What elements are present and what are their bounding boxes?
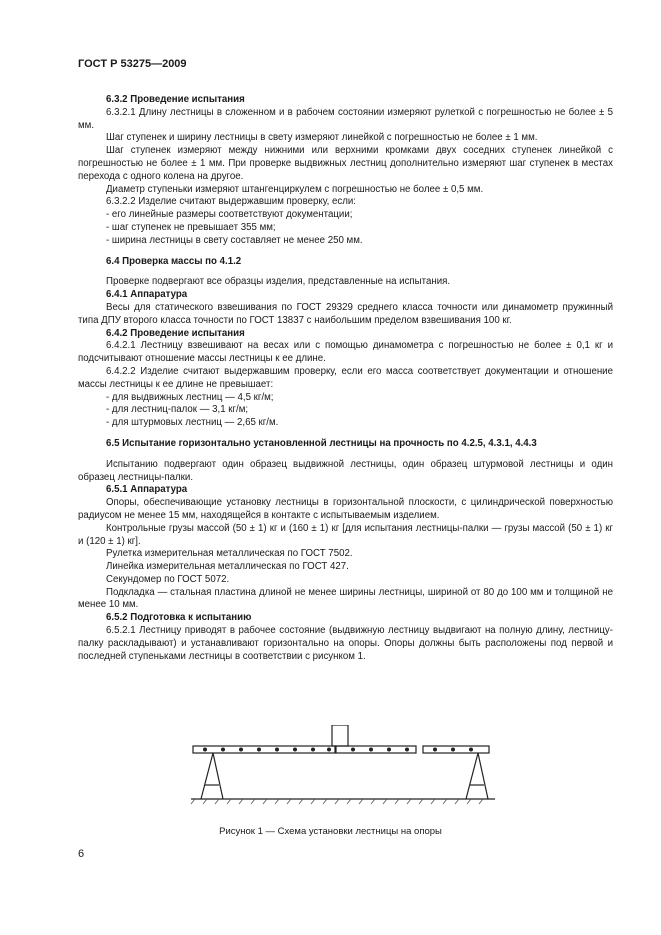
paragraph: Опоры, обеспечивающие установку лестницы в горизонтальной плоскости, с цилиндрической поверхностью радиусом не менее 15 мм, находящейся в контакте с испытываемым изделием. <box>78 497 613 521</box>
test-weight <box>332 725 348 746</box>
paragraph: Подкладка — стальная пластина длиной не менее ширины лестницы, шириной от 80 до 100 мм и толщиной не менее 10 мм. <box>78 586 613 611</box>
paragraph: Шаг ступенек измеряют между нижними или верхними кромками двух соседних ступенек линейкой с погрешностью не более ± 1 мм. При проверке выдвижных лестниц дополнительно измеряют шаг ступенек в местах перехода с одного колена на другое. <box>78 145 613 182</box>
paragraph: Диаметр ступеньки измеряют штангенциркулем с погрешностью не более ± 0,5 мм. <box>106 183 484 195</box>
paragraph: Весы для статического взвешивания по ГОСТ 29329 среднего класса точности или динамометр пружинный типа ДПУ второго класса точности по ГОСТ 13837 с наибольшим пределом взвешивания 100 кг. <box>78 301 613 326</box>
section-heading: 6.4 Проверка массы по 4.1.2 <box>106 255 242 267</box>
paragraph: - ширина лестницы в свету составляет не менее 250 мм. <box>106 234 363 246</box>
ground-hatching <box>191 799 483 804</box>
paragraph: 6.4.2.2 Изделие считают выдержавшим проверку, если его масса соответствует документации и отношение массы лестницы к ее длине не превышает: <box>78 365 613 390</box>
left-support <box>201 753 223 799</box>
paragraph: Проверке подвергают все образцы изделия, представленные на испытания. <box>106 276 451 288</box>
paragraph: - шаг ступенек не превышает 355 мм; <box>106 221 276 233</box>
paragraph: Испытанию подвергают один образец выдвижной лестницы, один образец штурмовой лестницы и один образец лестницы-палки. <box>78 458 613 483</box>
document-body <box>78 94 613 663</box>
right-support <box>466 753 488 799</box>
paragraph: - для выдвижных лестниц — 4,5 кг/м; <box>106 391 274 403</box>
document-code: ГОСТ Р 53275—2009 <box>78 58 187 70</box>
paragraph: Шаг ступенек и ширину лестницы в свету измеряют линейкой с погрешностью не более ± 1 мм. <box>106 132 538 144</box>
section-heading: 6.5.2 Подготовка к испытанию <box>106 612 252 624</box>
section-heading: 6.5 Испытание горизонтально установленной лестницы на прочность по 4.2.5, 4.3.1, 4.4.3 <box>106 437 537 449</box>
ladder-rungs <box>203 748 473 752</box>
ladder-segment-right <box>423 746 489 753</box>
paragraph: Линейка измерительная металлическая по ГОСТ 427. <box>106 561 349 573</box>
figure-caption: Рисунок 1 — Схема установки лестницы на опоры <box>219 826 442 837</box>
paragraph: 6.4.2.1 Лестницу взвешивают на весах или с помощью динамометра с погрешностью не более ± 0,1 кг и подсчитывают отношение массы лестницы к ее длине. <box>78 340 613 365</box>
paragraph: 6.3.2.2 Изделие считают выдержавшим проверку, если: <box>106 196 356 208</box>
section-heading: 6.5.1 Аппаратура <box>106 484 188 496</box>
paragraph: - для лестниц-палок — 3,1 кг/м; <box>106 404 249 416</box>
section-heading: 6.4.1 Аппаратура <box>106 289 188 301</box>
paragraph: Секундомер по ГОСТ 5072. <box>106 573 230 585</box>
paragraph: Рулетка измерительная металлическая по ГОСТ 7502. <box>106 548 353 560</box>
ladder-segment-middle <box>336 746 416 753</box>
paragraph: 6.5.2.1 Лестницу приводят в рабочее состояние (выдвижную лестницу выдвигают на полную длину, лестницу-палку раскладывают) и устанавливают горизонтально на опоры. Опоры должны быть расположены под первой и последней ступеньками лестницы в соответствии с рисунком 1. <box>78 625 613 662</box>
ladder-supports-figure <box>185 725 495 817</box>
section-heading: 6.4.2 Проведение испытания <box>106 327 245 339</box>
section-heading: 6.3.2 Проведение испытания <box>106 94 245 105</box>
paragraph: - для штурмовых лестниц — 2,65 кг/м. <box>106 417 279 429</box>
page-number: 6 <box>78 848 85 860</box>
paragraph: 6.3.2.1 Длину лестницы в сложенном и в рабочем состоянии измеряют рулеткой с погрешностью не более ± 5 мм. <box>78 106 613 131</box>
paragraph: Контрольные грузы массой (50 ± 1) кг и (160 ± 1) кг [для испытания лестницы-палки — грузы массой (50 ± 1) кг и (120 ± 1) кг]. <box>78 522 613 547</box>
paragraph: - его линейные размеры соответствуют документации; <box>106 209 353 221</box>
